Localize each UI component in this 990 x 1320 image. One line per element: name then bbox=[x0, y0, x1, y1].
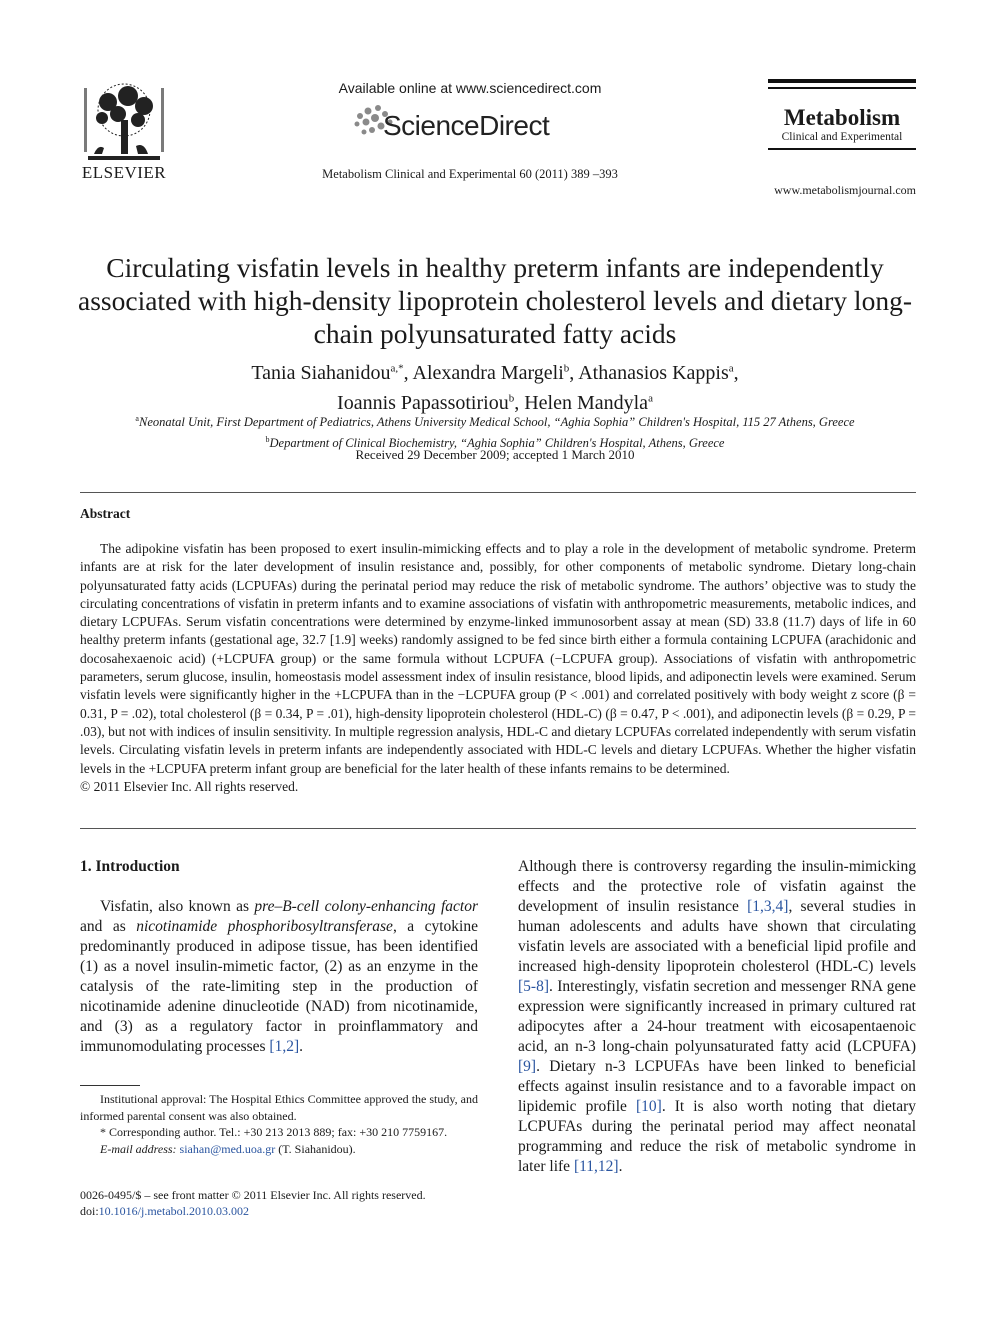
abstract-body bbox=[80, 540, 916, 796]
text-run: . bbox=[299, 1038, 303, 1055]
doi-line: doi:10.1016/j.metabol.2010.03.002 bbox=[80, 1204, 249, 1218]
citation-link[interactable]: [10] bbox=[636, 1098, 662, 1115]
italic-term: pre–B-cell colony-enhancing factor bbox=[254, 898, 478, 915]
text-run: , several studies in human adolescents and adults have shown that circulating visfatin levels are associated with a beneficial lipid profile and increased high-density lipoprotein cholesterol (HDL-C) levels bbox=[518, 898, 916, 975]
text-run: , a cytokine predominantly produced in adipose tissue, has been identified (1) as a novel insulin-mimetic factor, (2) as an enzyme in the catalysis of the rate-limiting step in the production of nicotinamide adenine dinucleotide (NAD) from nicotinamide, and (3) as a regulatory factor in proinflammatory and immunomodulating processes bbox=[80, 918, 478, 1055]
footnote-approval: Institutional approval: The Hospital Ethics Committee approved the study, and informed parental consent was also obtained. bbox=[80, 1092, 478, 1123]
footnote-corresponding: * Corresponding author. Tel.: +30 213 2013 889; fax: +30 210 7759167. bbox=[100, 1125, 448, 1139]
text-run: . Interestingly, visfatin secretion and messenger RNA gene expression were significantly increased in primary cultured rat adipocytes after a 24-hour treatment with eicosapentaenoic acid, an n-3 long-chain polyunsaturated fatty acid (LCPUFA) bbox=[518, 978, 916, 1055]
footnote-email: E-mail address: siahan@med.uoa.gr (T. Siahanidou). bbox=[100, 1141, 356, 1156]
intro-paragraph-left bbox=[80, 897, 478, 1057]
journal-subtitle: Clinical and Experimental bbox=[781, 131, 903, 143]
author: Alexandra Margeli$^b$, bbox=[412, 361, 579, 384]
author: Tania Siahanidou$^{a,*}$, bbox=[251, 361, 413, 384]
abstract-heading: Abstract bbox=[80, 506, 131, 521]
text-run: and as bbox=[80, 918, 137, 935]
footnote-rule bbox=[80, 1085, 140, 1086]
available-online[interactable]: Available online at www.sciencedirect.com bbox=[338, 80, 602, 96]
front-matter bbox=[80, 1187, 478, 1219]
journal-citation: Metabolism Clinical and Experimental 60 (2011) 389 –393 bbox=[322, 167, 618, 181]
citation-link[interactable]: [9] bbox=[518, 1058, 537, 1075]
citation-link[interactable]: [1,2] bbox=[269, 1038, 300, 1055]
text-run: . bbox=[618, 1158, 623, 1175]
doi-link[interactable]: 10.1016/j.metabol.2010.03.002 bbox=[98, 1204, 249, 1218]
section-heading-introduction: 1. Introduction bbox=[80, 858, 180, 875]
abstract-copyright: © 2011 Elsevier Inc. All rights reserved. bbox=[80, 778, 299, 794]
journal-rule-bottom bbox=[768, 148, 916, 150]
footnotes bbox=[80, 1091, 478, 1157]
abstract-rule-bottom bbox=[80, 828, 916, 829]
front-matter-line: 0026-0495/$ – see front matter © 2011 Elsevier Inc. All rights reserved. bbox=[80, 1188, 426, 1202]
article-title: Circulating visfatin levels in healthy preterm infants are independently associated with high-density lipoprotein cholesterol levels and dietary long-chain polyunsaturated fatty acids bbox=[78, 252, 912, 349]
received-dates: Received 29 December 2009; accepted 1 March 2010 bbox=[355, 447, 635, 462]
intro-paragraph-right bbox=[518, 857, 916, 1177]
affiliations bbox=[60, 410, 930, 452]
author: Ioannis Papassotiriou$^b$, bbox=[337, 392, 525, 415]
author: Athanasios Kappis$^a$, bbox=[578, 361, 739, 384]
author: Helen Mandyla$^a$ bbox=[524, 392, 653, 415]
journal-rule-top bbox=[768, 79, 916, 83]
text-run: . Dietary n-3 LCPUFAs have been linked to beneficial effects against insulin resistance and to a favorable impact on lipidemic profile bbox=[518, 1058, 916, 1115]
italic-term: nicotinamide phosphoribosyltransferase bbox=[136, 918, 393, 935]
abstract-text: The adipokine visfatin has been proposed to exert insulin-mimicking effects and to play a role in the development of metabolic syndrome. Preterm infants are at risk for the later development of insulin resistance and, possibly, for other components of metabolic syndrome. Dietary long-chain polyunsaturated fatty acids (LCPUFAs) during the perinatal period may reduce the risk of metabolic syndrome. The authors’ objective was to study the circulating concentrations of visfatin in preterm infants and to examine associations of visfatin with anthropometric measurements, metabolic indices, and dietary LCPUFAs. Serum visfatin concentrations were determined by enzyme-linked immunosorbent assay at mean (SD) 33.8 (11.7) days of life in 60 healthy preterm infants (gestational age, 32.7 [1.9] weeks) randomly assigned to be fed since birth either a formula containing LCPUFA (arachidonic and docosahexaenoic acid) (+LCPUFA group) or the same formula without LCPUFA (−LCPUFA group). Associations of visfatin with anthropometric parameters, serum glucose, insulin, homeostasis model assessment index of insulin resistance, blood lipids, and adiponectin levels were examined. Serum visfatin levels were significantly higher in the +LCPUFA than in the −LCPUFA group (P < .001) and correlated positively with body weight z score (β = 0.31, P = .02), total cholesterol (β = 0.34, P = .01), high-density lipoprotein cholesterol (HDL-C) (β = 0.47, P < .001), and adiponectin levels (β = 0.29, P = .03), but not with indices of insulin sensitivity. In multiple regression analysis, HDL-C and dietary LCPUFAs correlated independently with serum visfatin levels. Circulating visfatin levels in preterm infants are independently associated with HDL-C levels and dietary LCPUFAs. Whether the higher visfatin levels in the +LCPUFA preterm infant group are beneficial for the later health of these infants remains to be determined. bbox=[80, 541, 916, 776]
text-run: . It is also worth noting that dietary LCPUFAs during the perinatal period may affect neonatal programming and reduce the risk of metabolic syndrome in later life bbox=[518, 1098, 917, 1175]
abstract-rule-top bbox=[80, 492, 916, 493]
sciencedirect-wordmark: ScienceDirect bbox=[383, 110, 550, 141]
email-link[interactable]: siahan@med.uoa.gr bbox=[179, 1141, 276, 1156]
citation-link[interactable]: [11,12] bbox=[573, 1158, 619, 1175]
paragraph bbox=[80, 897, 478, 1057]
affiliation: $^a$Neonatal Unit, First Department of Pediatrics, Athens University Medical School, “Aghia Sophia” Children's Hospital, 115 27 Athens, Greece bbox=[135, 414, 855, 430]
affiliation: $^b$Department of Clinical Biochemistry, “Aghia Sophia” Children's Hospital, Athens, Greece bbox=[265, 435, 725, 451]
journal-site[interactable]: www.metabolismjournal.com bbox=[774, 183, 916, 197]
text-run: Visfatin, also known as bbox=[100, 898, 255, 915]
citation-link[interactable]: [1,3,4] bbox=[747, 898, 789, 915]
text-run: Although there is controversy regarding the insulin-mimicking effects and the protective role of visfatin against the development of insulin resistance bbox=[518, 858, 916, 915]
journal-name: Metabolism bbox=[783, 105, 901, 130]
paragraph bbox=[518, 857, 916, 1177]
author-list bbox=[60, 355, 930, 416]
publisher-name: ELSEVIER bbox=[81, 163, 167, 182]
journal-rule-second bbox=[768, 87, 916, 89]
citation-link[interactable]: [5-8] bbox=[518, 978, 549, 995]
